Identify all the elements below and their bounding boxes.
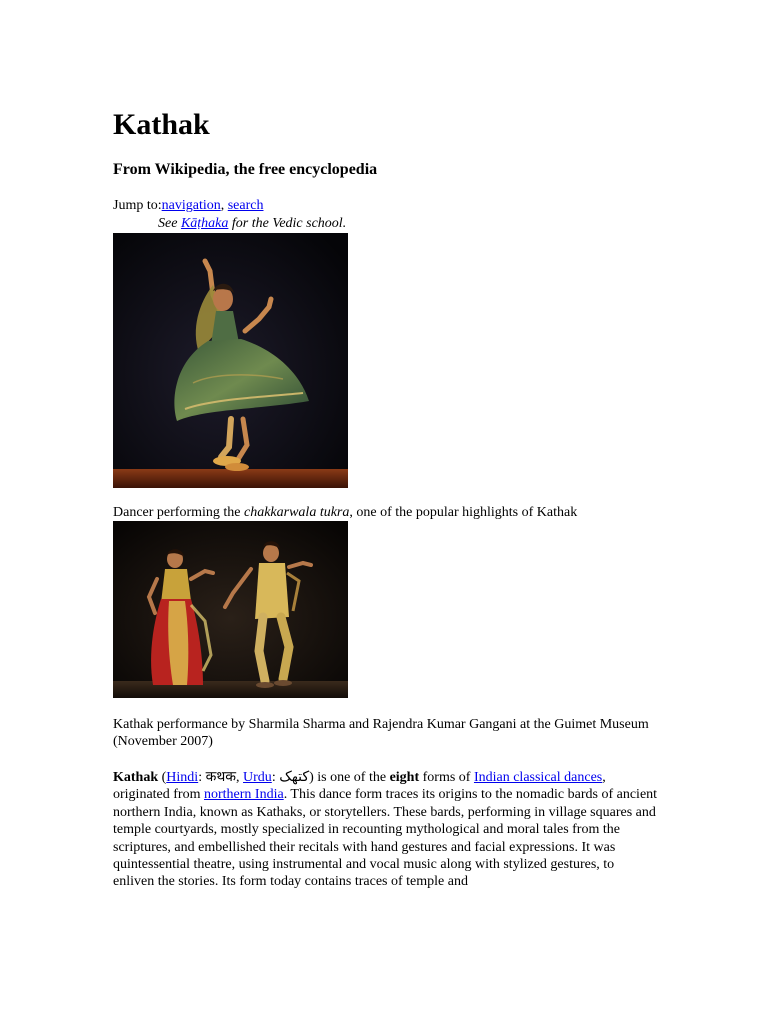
- page-title: Kathak: [113, 108, 210, 141]
- hatnote-see: See: [158, 216, 178, 231]
- intro-text: , originated from: [113, 770, 606, 803]
- dancer-photo-caption: [113, 504, 577, 521]
- indian-classical-dances-link[interactable]: Indian classical dances: [473, 770, 603, 785]
- article-term: Kathak: [113, 770, 159, 785]
- hindi-script: : कथक,: [198, 770, 244, 785]
- jump-to-links: [113, 197, 264, 214]
- caption-text-post: , one of the popular highlights of Kathak: [349, 505, 578, 520]
- intro-text: (: [158, 770, 167, 785]
- performance-photo-caption: Kathak performance by Sharmila Sharma and Rajendra Kumar Gangani at the Guimet Museum (November 2007): [113, 717, 649, 750]
- jump-separator: ,: [220, 198, 228, 213]
- performance-photo[interactable]: [113, 521, 348, 698]
- search-link[interactable]: search: [227, 198, 264, 213]
- urdu-link[interactable]: Urdu: [243, 770, 272, 785]
- navigation-link[interactable]: navigation: [161, 198, 221, 213]
- kathaka-link[interactable]: Kāṭhaka: [180, 216, 229, 231]
- performers-illustration: [113, 521, 348, 698]
- page-subtitle: From Wikipedia, the free encyclopedia: [113, 161, 378, 178]
- caption-text-pre: Dancer performing the: [113, 505, 244, 520]
- eight-emphasis: eight: [389, 770, 420, 785]
- intro-text: . This dance form traces its origins to the nomadic bards of ancient northern India, known as Kathaks, or storytellers. These bards, performing in village squares and temple courtyards, mostly specialized in recounting mythological and moral tales from the scriptures, and embellished their recitals with hand gestures and facial expressions. It was quintessential theatre, using instrumental and vocal music along with stylized gestures, to enliven the stories. Its form today contains traces of temple and: [113, 787, 658, 890]
- hatnote-rest: for the Vedic school.: [231, 216, 347, 231]
- urdu-script: : کتھک: [271, 770, 310, 785]
- northern-india-link[interactable]: northern India: [203, 787, 284, 803]
- hatnote: [158, 215, 346, 232]
- intro-text: forms of: [419, 770, 474, 785]
- dancer-illustration: [113, 233, 348, 488]
- intro-text: ) is one of the: [309, 770, 390, 785]
- intro-paragraph: [113, 769, 658, 891]
- caption-term: chakkarwala tukra: [244, 505, 350, 520]
- jump-to-prefix: Jump to:: [113, 198, 162, 213]
- dancer-photo[interactable]: [113, 233, 348, 488]
- hindi-link[interactable]: Hindi: [166, 770, 199, 785]
